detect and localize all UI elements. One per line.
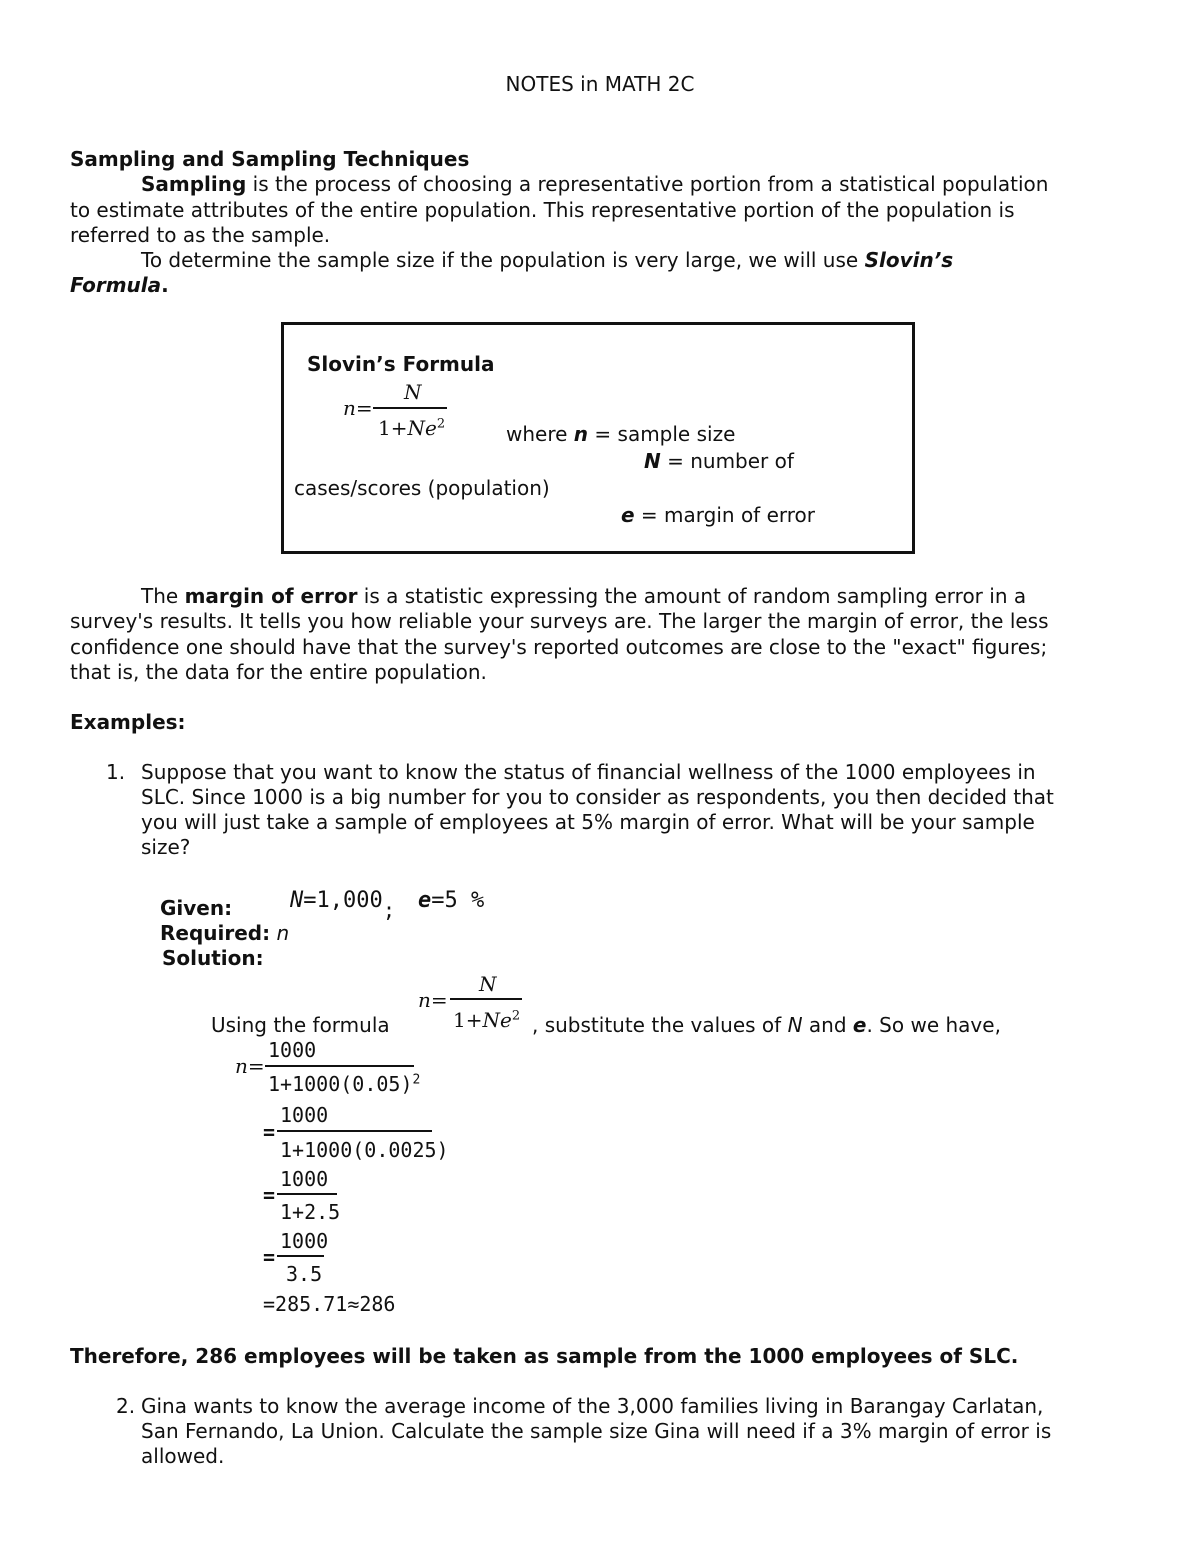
example-2 [141, 1394, 1051, 1469]
formula-numerator: N [479, 972, 497, 996]
using-formula-text: Using the formula [211, 1013, 390, 1037]
step2-numerator: 1000 [280, 1103, 329, 1127]
step4-numerator: 1000 [280, 1229, 329, 1253]
value: =5 % [431, 888, 485, 913]
var: n [573, 422, 589, 446]
den-var: Ne [482, 1008, 512, 1032]
paragraph-slovin-intro [141, 248, 953, 273]
den-part: 1+ [453, 1008, 483, 1032]
step5-result: =285.71≈286 [263, 1292, 396, 1316]
var: e [418, 888, 432, 913]
def-N-cont: cases/scores (population) [294, 476, 550, 500]
list-number: 1. [106, 760, 126, 784]
text: To determine the sample size if the population is very large, we will use [141, 248, 865, 272]
punct: . [161, 273, 169, 297]
given-label: Given: [160, 896, 233, 920]
step3-eq: = [263, 1183, 276, 1207]
var: N [787, 1013, 803, 1037]
paragraph-sampling [141, 172, 1048, 197]
var: n [276, 921, 290, 945]
paragraph-line: that is, the data for the entire population. [70, 660, 487, 684]
def-e [621, 503, 815, 527]
fraction-bar [277, 1255, 324, 1257]
value: =1,000 [303, 888, 383, 913]
exponent: 2 [412, 1072, 421, 1088]
exponent: 2 [511, 1008, 521, 1024]
def-n [506, 422, 735, 446]
required-line [160, 921, 289, 945]
given-e [418, 888, 484, 913]
formula-title: Slovin’s Formula [307, 352, 495, 376]
step1-lhs: n= [235, 1054, 265, 1078]
text: . So we have, [866, 1013, 1001, 1037]
step1-numerator: 1000 [268, 1038, 317, 1062]
conclusion: Therefore, 286 employees will be taken as sample from the 1000 employees of SLC. [70, 1344, 1019, 1368]
solution-label: Solution: [162, 946, 264, 970]
den-part: 1+ [378, 416, 408, 440]
text-line: you will just take a sample of employees at 5% margin of error. What will be your sample [141, 810, 1035, 834]
text: = sample size [588, 422, 736, 446]
text-line: San Fernando, La Union. Calculate the sample size Gina will need if a 3% margin of error is [141, 1419, 1052, 1443]
exponent: 2 [436, 416, 446, 432]
example-1 [141, 760, 1054, 860]
fraction-bar [373, 407, 447, 409]
paragraph-line: survey's results. It tells you how reliable your surveys are. The larger the margin of error, the less [70, 609, 1049, 633]
step1-denominator [268, 1072, 420, 1096]
emphasis: Formula [70, 273, 162, 297]
paragraph-line: referred to as the sample. [70, 223, 331, 247]
den-var: Ne [407, 416, 437, 440]
fraction-bar [265, 1065, 414, 1067]
fraction-bar [277, 1193, 337, 1195]
given-separator: ; [383, 898, 396, 922]
section-heading: Sampling and Sampling Techniques [70, 147, 470, 171]
var: e [621, 503, 635, 527]
text: where [506, 422, 574, 446]
step4-eq: = [263, 1245, 276, 1269]
fraction-bar [277, 1130, 432, 1132]
paragraph-line [70, 273, 169, 298]
var: e [852, 1013, 867, 1037]
paragraph-line: confidence one should have that the survey's reported outcomes are close to the "exact" figures; [70, 635, 1048, 659]
page-title: NOTES in MATH 2C [505, 72, 695, 96]
substitute-text [532, 1013, 1001, 1037]
step3-denominator: 1+2.5 [280, 1200, 341, 1224]
step2-eq: = [263, 1120, 276, 1144]
paragraph-margin [141, 584, 1026, 609]
formula-denominator [453, 1008, 520, 1032]
formula-denominator [378, 416, 445, 440]
emphasis: Slovin’s [864, 248, 954, 272]
formula-lhs: n= [343, 396, 373, 420]
formula-numerator: N [404, 380, 422, 404]
var: N [290, 888, 304, 913]
text: The [141, 584, 185, 608]
text: = margin of error [634, 503, 815, 527]
examples-heading: Examples: [70, 710, 186, 734]
den-part: 1+1000(0.05) [268, 1072, 413, 1096]
formula-lhs: n= [418, 988, 448, 1012]
text: and [802, 1013, 853, 1037]
list-number: 2. [116, 1394, 136, 1418]
text-line: size? [141, 835, 191, 859]
text: is the process of choosing a representative portion from a statistical population [246, 172, 1049, 196]
text: , substitute the values of [532, 1013, 788, 1037]
step4-denominator: 3.5 [286, 1262, 323, 1286]
paragraph-line: to estimate attributes of the entire population. This representative portion of the population is [70, 198, 1015, 222]
term-margin: margin of error [184, 584, 358, 608]
text-line: Suppose that you want to know the status of financial wellness of the 1000 employees in [141, 760, 1036, 784]
var: N [644, 449, 661, 473]
text-line: SLC. Since 1000 is a big number for you to consider as respondents, you then decided that [141, 785, 1054, 809]
text-line: allowed. [141, 1444, 225, 1468]
fraction-bar [450, 998, 522, 1000]
step3-numerator: 1000 [280, 1167, 329, 1191]
text-line: Gina wants to know the average income of the 3,000 families living in Barangay Carlatan, [141, 1394, 1044, 1418]
step2-denominator: 1+1000(0.0025) [280, 1138, 449, 1162]
text: is a statistic expressing the amount of random sampling error in a [357, 584, 1027, 608]
term-sampling: Sampling [141, 172, 247, 196]
text: = number of [660, 449, 794, 473]
def-N [644, 449, 794, 473]
given-N [290, 888, 383, 913]
required-label: Required: [160, 921, 271, 945]
